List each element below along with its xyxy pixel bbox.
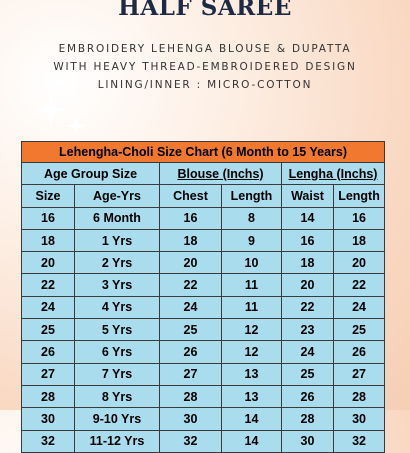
group-header-blouse: Blouse (Inchs)	[160, 163, 282, 185]
table-cell: 4 Yrs	[75, 296, 160, 318]
table-row	[22, 430, 385, 452]
table-row	[22, 408, 385, 430]
column-header: Waist	[282, 185, 334, 207]
description-line: WITH HEAVY THREAD-EMBROIDERED DESIGN	[53, 61, 357, 73]
table-row	[22, 341, 385, 363]
table-cell: 20	[160, 252, 222, 274]
table-cell: 28	[282, 408, 334, 430]
table-row	[22, 363, 385, 385]
table-row	[22, 319, 385, 341]
table-cell: 16	[160, 207, 222, 229]
table-cell: 9-10 Yrs	[75, 408, 160, 430]
table-cell: 16	[22, 207, 75, 229]
column-header: Length	[222, 185, 282, 207]
table-cell: 28	[22, 385, 75, 407]
table-cell: 25	[160, 319, 222, 341]
table-cell: 11	[222, 274, 282, 296]
table-cell: 18	[160, 229, 222, 251]
table-row	[22, 385, 385, 407]
group-header-age: Age Group Size	[22, 163, 160, 185]
table-row	[22, 274, 385, 296]
table-cell: 12	[222, 319, 282, 341]
table-cell: 14	[222, 408, 282, 430]
table-cell: 13	[222, 363, 282, 385]
description-line: LINING/INNER : MICRO-COTTON	[97, 79, 313, 91]
table-cell: 30	[282, 430, 334, 452]
table-cell: 27	[160, 363, 222, 385]
table-caption: Lehengha-Choli Size Chart (6 Month to 15 Years)	[22, 142, 385, 163]
column-header: Size	[22, 185, 75, 207]
column-header-row	[22, 185, 385, 207]
column-header: Length	[334, 185, 385, 207]
sparkle-icon	[33, 92, 69, 128]
table-cell: 9	[222, 229, 282, 251]
group-header-lengha: Lengha (Inchs)	[282, 163, 385, 185]
table-cell: 6 Month	[75, 207, 160, 229]
table-cell: 22	[282, 296, 334, 318]
table-cell: 18	[334, 229, 385, 251]
table-cell: 32	[334, 430, 385, 452]
table-cell: 2 Yrs	[75, 252, 160, 274]
table-cell: 1 Yrs	[75, 229, 160, 251]
table-cell: 20	[22, 252, 75, 274]
table-cell: 16	[282, 229, 334, 251]
table-cell: 18	[282, 252, 334, 274]
table-cell: 26	[22, 341, 75, 363]
table-cell: 26	[282, 385, 334, 407]
table-cell: 27	[22, 363, 75, 385]
table-cell: 30	[160, 408, 222, 430]
table-cell: 13	[222, 385, 282, 407]
table-cell: 5 Yrs	[75, 319, 160, 341]
table-cell: 10	[222, 252, 282, 274]
table-cell: 24	[22, 296, 75, 318]
table-cell: 20	[282, 274, 334, 296]
size-chart-table	[21, 141, 385, 453]
table-cell: 3 Yrs	[75, 274, 160, 296]
table-cell: 8 Yrs	[75, 385, 160, 407]
table-cell: 30	[334, 408, 385, 430]
table-cell: 11	[222, 296, 282, 318]
table-row	[22, 229, 385, 251]
column-header: Chest	[160, 185, 222, 207]
table-row	[22, 296, 385, 318]
table-cell: 14	[222, 430, 282, 452]
table-cell: 25	[282, 363, 334, 385]
table-cell: 11-12 Yrs	[75, 430, 160, 452]
table-cell: 20	[334, 252, 385, 274]
table-cell: 28	[160, 385, 222, 407]
table-cell: 32	[22, 430, 75, 452]
table-cell: 25	[22, 319, 75, 341]
product-description	[0, 40, 410, 94]
column-header: Age-Yrs	[75, 185, 160, 207]
table-row	[22, 252, 385, 274]
table-cell: 7 Yrs	[75, 363, 160, 385]
table-caption-row	[22, 142, 385, 163]
description-line: EMBROIDERY LEHENGA BLOUSE & DUPATTA	[58, 43, 352, 55]
table-cell: 18	[22, 229, 75, 251]
sparkle-icon	[66, 116, 86, 136]
table-cell: 26	[334, 341, 385, 363]
table-cell: 22	[160, 274, 222, 296]
table-cell: 6 Yrs	[75, 341, 160, 363]
table-cell: 24	[334, 296, 385, 318]
table-cell: 32	[160, 430, 222, 452]
table-cell: 25	[334, 319, 385, 341]
table-cell: 24	[282, 341, 334, 363]
table-cell: 8	[222, 207, 282, 229]
table-cell: 16	[334, 207, 385, 229]
table-cell: 24	[160, 296, 222, 318]
table-cell: 30	[22, 408, 75, 430]
page-title: HALF SAREE	[118, 0, 292, 21]
table-cell: 27	[334, 363, 385, 385]
table-cell: 23	[282, 319, 334, 341]
size-chart	[21, 141, 384, 453]
table-cell: 28	[334, 385, 385, 407]
table-cell: 22	[334, 274, 385, 296]
group-header-row	[22, 163, 385, 185]
table-row	[22, 207, 385, 229]
table-cell: 26	[160, 341, 222, 363]
table-cell: 22	[22, 274, 75, 296]
table-cell: 14	[282, 207, 334, 229]
table-cell: 12	[222, 341, 282, 363]
